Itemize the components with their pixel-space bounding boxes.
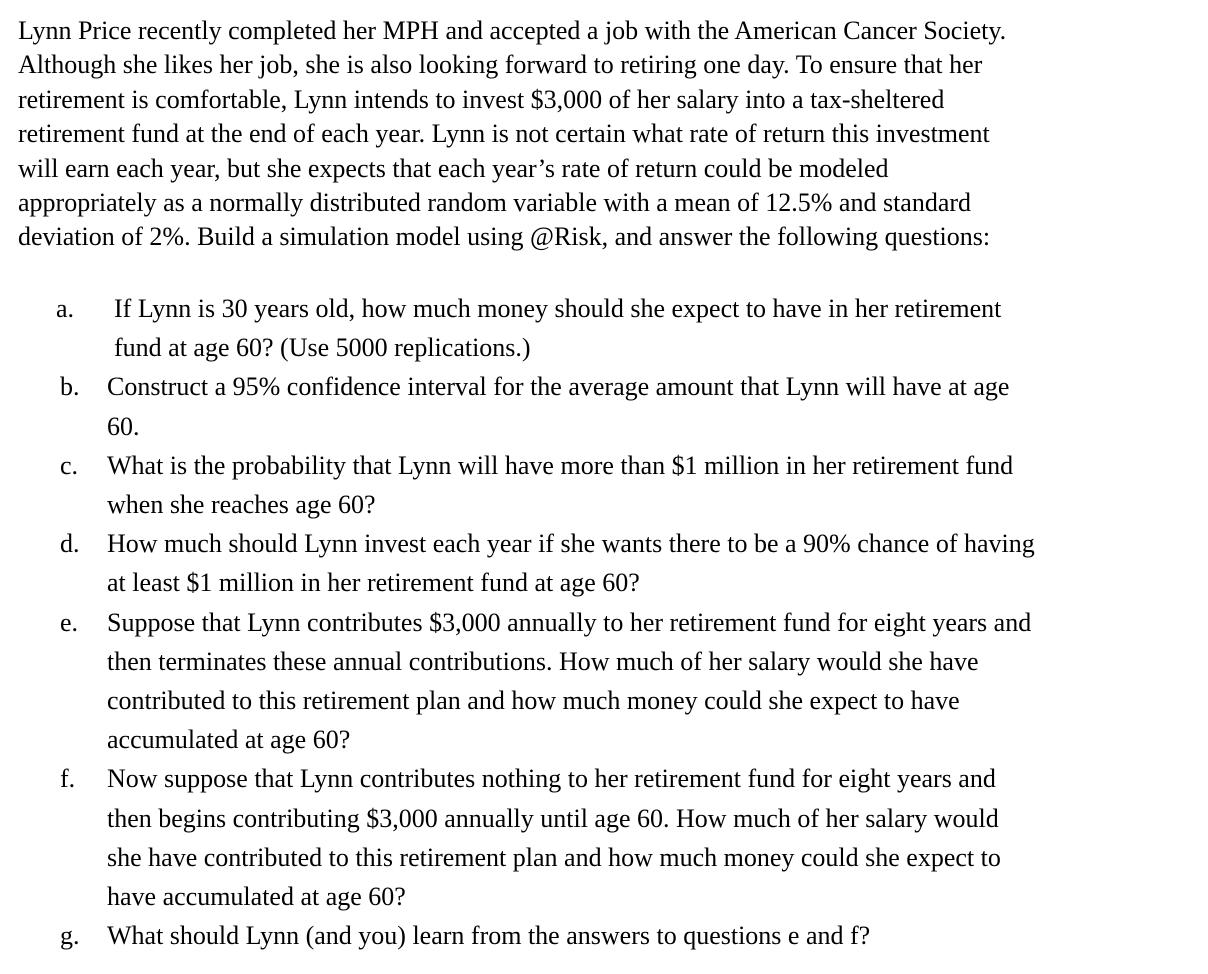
question-letter: e. bbox=[60, 607, 79, 637]
question-letter: c. bbox=[60, 450, 79, 480]
question-line: What should Lynn (and you) learn from the answers to questions e and f? bbox=[107, 921, 871, 951]
question-text bbox=[107, 446, 1208, 524]
question-item bbox=[0, 524, 1208, 602]
intro-line: appropriately as a normally distributed random variable with a mean of 12.5% and standard bbox=[18, 188, 972, 218]
intro-paragraph bbox=[18, 14, 1198, 255]
question-line: If Lynn is 30 years old, how much money should she expect to have in her retirement bbox=[114, 294, 1002, 323]
question-item bbox=[0, 367, 1208, 445]
intro-line: deviation of 2%. Build a simulation model using @Risk, and answer the following questions: bbox=[18, 222, 991, 252]
question-letter: g. bbox=[60, 921, 80, 951]
intro-line: Lynn Price recently completed her MPH and accepted a job with the American Cancer Society. bbox=[18, 16, 1007, 45]
question-item bbox=[0, 446, 1208, 524]
question-line: How much should Lynn invest each year if she wants there to be a 90% chance of having bbox=[107, 529, 1035, 559]
question-line: at least $1 million in her retirement fund at age 60? bbox=[107, 568, 640, 598]
question-letter: a. bbox=[56, 294, 75, 323]
question-line: Now suppose that Lynn contributes nothing to her retirement fund for eight years and bbox=[107, 764, 996, 794]
question-line: fund at age 60? (Use 5000 replications.) bbox=[114, 333, 531, 363]
question-item bbox=[0, 916, 1208, 955]
question-list bbox=[0, 289, 1208, 955]
question-line: Construct a 95% confidence interval for the average amount that Lynn will have at age bbox=[107, 372, 1010, 402]
question-line: What is the probability that Lynn will have more than $1 million in her retirement fund bbox=[107, 450, 1014, 480]
question-line: she have contributed to this retirement plan and how much money could she expect to bbox=[107, 842, 1001, 872]
question-line: then begins contributing $3,000 annually until age 60. How much of her salary would bbox=[107, 803, 999, 833]
question-item bbox=[0, 603, 1208, 760]
question-item bbox=[0, 289, 1208, 367]
question-line: contributed to this retirement plan and how much money could she expect to have bbox=[107, 686, 960, 716]
intro-line: retirement fund at the end of each year. Lynn is not certain what rate of return this investment bbox=[18, 119, 990, 149]
question-letter: f. bbox=[60, 764, 76, 794]
question-line: Suppose that Lynn contributes $3,000 annually to her retirement fund for eight years and bbox=[107, 607, 1032, 637]
question-text bbox=[114, 289, 1208, 367]
intro-line: Although she likes her job, she is also looking forward to retiring one day. To ensure that her bbox=[18, 50, 983, 80]
question-text bbox=[107, 603, 1208, 760]
question-line: have accumulated at age 60? bbox=[107, 882, 406, 912]
question-line: 60. bbox=[107, 411, 140, 441]
intro-line: will earn each year, but she expects that each year’s rate of return could be modeled bbox=[18, 153, 889, 183]
question-text bbox=[107, 524, 1208, 602]
intro-line: retirement is comfortable, Lynn intends to invest $3,000 of her salary into a tax-sheltered bbox=[18, 84, 945, 114]
question-line: when she reaches age 60? bbox=[107, 490, 376, 520]
question-line: then terminates these annual contributions. How much of her salary would she have bbox=[107, 646, 979, 676]
question-line: accumulated at age 60? bbox=[107, 725, 351, 755]
question-text bbox=[107, 759, 1208, 916]
question-letter: b. bbox=[60, 372, 80, 402]
question-item bbox=[0, 759, 1208, 916]
question-text bbox=[107, 367, 1208, 445]
question-letter: d. bbox=[60, 529, 80, 559]
question-text bbox=[107, 916, 1208, 955]
